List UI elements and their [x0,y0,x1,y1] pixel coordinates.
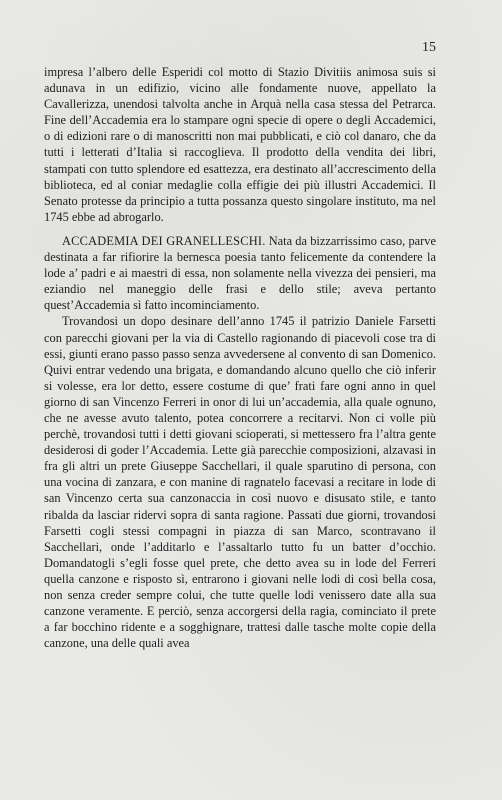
section-heading: ACCADEMIA DEI GRANELLESCHI. [62,233,266,248]
paragraph-granelleschi [44,233,436,313]
page-number: 15 [422,40,436,55]
body-text [44,64,436,651]
section-intro-text: Nata da bizzarrissimo caso, parve destinata a far rifiorire la bernesca poesia tanto felicemente da contendere la lode a’ padri e ai maestri di essa, non solamente nella vivezza dei pensieri, ma eziandio nel maneggio delle frasi e dello stile; aveva pertanto quest’Accademia sì fatto incominciamento. [44,233,436,313]
paragraph-farsetti-story: Trovandosi un dopo desinare dell’anno 1745 il patrizio Daniele Farsetti con parecchi giovani per la via di Castello ragionando di piacevoli cose tra di essi, giunti erano passo passo senza avvedersene al convento di san Domenico. Quivi entrar vedendo una brigata, e domandando alcuno quello che ciò inferir si volesse, era lor detto, essere costume di que’ frati fare ogni anno in quel giorno di san Vincenzo Ferreri in onor di lui un’accademia, alla quale ognuno, che ne avesse avuto talento, potea concorrere a recitarvi. Non ci volle più perchè, trovandosi tutti i detti giovani scioperati, si mettessero fra l’altra gente desiderosi di goder l’Accademia. Lette già parecchie composizioni, alzavasi in fra gli altri un prete Giuseppe Sacchellari, il quale sparutino di persona, con una vocina di zanzara, e con manine di ragnatelo facevasi a recitare in lode di san Vincenzo certa sua canzonaccia in così nuovo e disusato stile, e tanto ribalda da lasciar ridervi sopra di santa ragione. Passati due giorni, trovandosi Farsetti cogli stessi compagni in piazza di san Marco, scontravano il Sacchellari, onde l’additarlo e l’assaltarlo tutto fu un batter d’occhio. Domandatogli s’egli fosse quel prete, che detto avea su in lode del Ferreri quella canzone e risposto sì, entrarono i giovani nelle lodi di così bella cosa, non senza creder sempre colui, che tutte quelle lodi venissero date alla sua canzone veramente. E perciò, senza accorgersi della ragia, cominciato il prete a far bocchino ridente e a sogghignare, trattesi dalle tasche molte copie della canzone, una delle quali avea [44,314,436,651]
paragraph-accademia-description: impresa l’albero delle Esperidi col motto di Stazio Divitiis animosa suis si adunava in un edifizio, vicino alle fondamente nuove, appellato la Cavallerizza, unendosi talvolta anche in Arquà nella casa stessa del Petrarca. Fine dell’Accademia era lo stampare ogni specie di opere o degli Accademici, o di edizioni rare o di manoscritti non mai pubblicati, e ciò col danaro, che da tutti i letterati d’Italia si raccoglieva. Il prodotto della vendita dei libri, stampati con tutto splendore ed esattezza, era destinato all’accrescimento della biblioteca, ed al coniar medaglie colla effigie dei più illustri Accademici. Il Senato protesse da principio a tutta possanza questo singolare instituto, ma nel 1745 ebbe ad abrogarlo. [44,65,436,224]
